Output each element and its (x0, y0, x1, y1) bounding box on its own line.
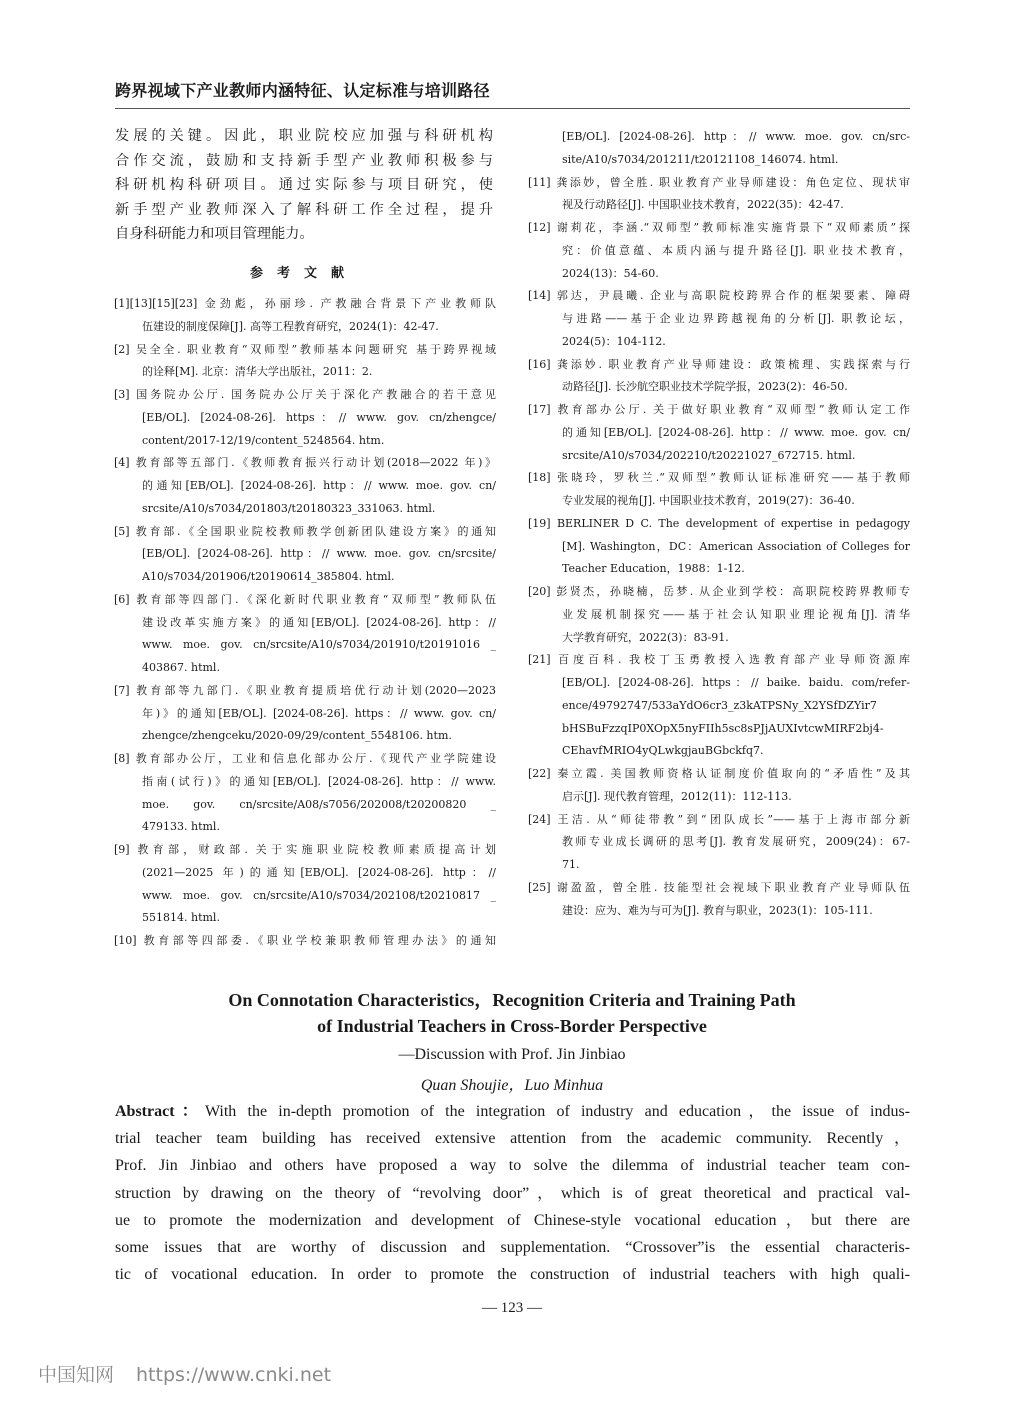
reference-entry (528, 467, 910, 513)
abstract-text: Prof. Jin Jinbiao and others have proposed a way to solve the dilemma of industrial teacher team con- (115, 1157, 910, 1175)
reference-line: 教师专业成长调研的思考[J]. 教育发展研究，2009(24)：67- (562, 835, 910, 849)
references-right-column (528, 126, 910, 922)
reference-line: 与进路——基于企业边界跨越视角的分析[J]. 职教论坛， (562, 312, 910, 325)
reference-line: [6] 教育部等四部门.《深化新时代职业教育“双师型”教师队伍 (114, 592, 496, 606)
watermark-url[interactable]: https://www.cnki.net (136, 1364, 332, 1386)
reference-line: [25] 谢盈盈，曾全胜. 技能型社会视域下职业教育产业导师队伍 (528, 880, 910, 894)
abstract-text: ue to promote the modernization and development of Chinese-style vocational education，but there are (115, 1211, 910, 1229)
abstract-text: With the in-depth promotion of the integration of industry and education，the issue of indus- (204, 1103, 911, 1120)
reference-line: 指南(试行)》的通知[EB/OL]. [2024-08-26]. http：// www. (142, 774, 496, 788)
paragraph-line: 新手型产业教师深入了解科研工作全过程，提升 (115, 201, 493, 218)
reference-entry (528, 399, 910, 467)
reference-entry (114, 293, 496, 339)
header-rule (115, 108, 910, 109)
reference-line: www. moe. gov. cn/srcsite/A10/s7034/201910/t20191016 _ (142, 638, 496, 652)
reference-line: 专业发展的视角[J]. 中国职业技术教育，2019(27)：36-40. (562, 494, 855, 507)
reference-entry (528, 172, 910, 218)
reference-line: 大学教育研究，2022(3)：83-91. (562, 630, 729, 644)
reference-line: [EB/OL]. [2024-08-26]. https：// www. gov. cn/zhengce/ (142, 410, 496, 424)
reference-line: 的通知[EB/OL]. [2024-08-26]. http：// www. moe. gov. cn/ (142, 479, 496, 492)
body-paragraph (115, 124, 493, 247)
reference-line: CEhavfMRIO4yQLwkgjauBGbckfq7. (562, 744, 764, 758)
reference-line: [8] 教育部办公厅，工业和信息化部办公厅.《现代产业学院建设 (114, 752, 496, 765)
reference-line: [16] 龚添妙. 职业教育产业导师建设：政策梳理、实践探索与行 (528, 357, 910, 371)
reference-line: 2024(5)：104-112. (562, 334, 666, 348)
reference-line: [2] 吴全全. 职业教育“双师型”教师基本问题研究 基于跨界视域 (114, 342, 496, 356)
reference-line: 动路径[J]. 长沙航空职业技术学院学报，2023(2)：46-50. (562, 380, 848, 394)
reference-line: ence/49792747/533aYdO6cr3_z3kATPSNy_X2YSfDZYir7 (562, 698, 877, 712)
reference-line: [14] 郭达，尹晨曦. 企业与高职院校跨界合作的框架要素、障碍 (528, 289, 910, 303)
page-number: — 123 — (482, 1300, 542, 1316)
reference-line: (2021—2025 年)的通知[EB/OL]. [2024-08-26]. http：// (142, 865, 496, 879)
reference-line: content/2017-12/19/content_5248564. htm. (142, 433, 385, 447)
abstract-text: some issues that are worthy of discussion and supplementation. “Crossover”is the essential characteris- (115, 1238, 910, 1256)
reference-line: 403867. html. (142, 661, 220, 674)
reference-line: 的通知[EB/OL]. [2024-08-26]. http：// www. moe. gov. cn/ (562, 425, 910, 439)
reference-entry (528, 354, 910, 400)
reference-line: [4] 教育部等五部门.《教师教育振兴行动计划(2018—2022 年)》 (114, 456, 496, 470)
reference-entry (114, 680, 496, 748)
reference-line: srcsite/A10/s7034/201803/t20180323_331063. html. (142, 501, 436, 515)
abstract-line (115, 1207, 910, 1234)
abstract-text: tic of vocational education. In order to promote the construction of industrial teachers with high quali- (115, 1266, 910, 1284)
abstract-label: Abstract： (115, 1103, 205, 1120)
reference-line: [22] 秦立霞. 美国教师资格认证制度价值取向的“矛盾性”及其 (528, 767, 910, 780)
reference-entry (528, 649, 910, 763)
reference-line: 2024(13)：54-60. (562, 266, 659, 280)
paragraph-line: 科研机构科研项目。通过实际参与项目研究，使 (115, 177, 493, 193)
english-title-line-2: of Industrial Teachers in Cross-Border Perspective (317, 1016, 707, 1036)
reference-line: [7] 教育部等九部门.《职业教育提质培优行动计划(2020—2023 (114, 683, 496, 697)
reference-entry (528, 877, 910, 923)
cnki-logo-text: 中国知网 (38, 1364, 115, 1386)
english-subtitle: —Discussion with Prof. Jin Jinbiao (398, 1046, 626, 1063)
english-title-line-1: On Connotation Characteristics，Recognition Criteria and Training Path (228, 990, 796, 1010)
abstract-line (115, 1152, 910, 1179)
reference-entry (114, 839, 496, 930)
running-header-title: 跨界视域下产业教师内涵特征、认定标准与培训路径 (115, 81, 490, 100)
reference-line: 建设：应为、难为与可为[J]. 教育与职业，2023(1)：105-111. (562, 903, 873, 917)
reference-line: [5] 教育部.《全国职业院校教师教学创新团队建设方案》的通知 (114, 524, 496, 538)
reference-line: zhengce/zhengceku/2020-09/29/content_5548106. htm. (142, 729, 452, 743)
abstract-line (115, 1180, 910, 1207)
reference-entry (528, 763, 910, 809)
reference-line: [17] 教育部办公厅. 关于做好职业教育“双师型”教师认定工作 (528, 403, 910, 416)
reference-entry (114, 384, 496, 452)
reference-line: [11] 龚添妙，曾全胜. 职业教育产业导师建设：角色定位、现状审 (528, 175, 910, 189)
reference-line: [EB/OL]. [2024-08-26]. http：// www. moe. gov. cn/src- (562, 130, 910, 143)
reference-line: [M]. Washington，DC：American Association of Colleges for (562, 539, 910, 553)
reference-line: Teacher Education，1988：1-12. (562, 562, 745, 576)
watermark (38, 1360, 353, 1387)
reference-line: 551814. html. (142, 911, 220, 925)
reference-line: [24] 王洁. 从“师徒带教”到“团队成长”——基于上海市部分新 (528, 812, 910, 826)
reference-line: www. moe. gov. cn/srcsite/A10/s7034/202108/t20210817 _ (142, 888, 496, 902)
reference-line: 究：价值意蕴、本质内涵与提升路径[J]. 职业技术教育， (562, 243, 910, 257)
reference-line: [9] 教育部，财政部. 关于实施职业院校教师素质提高计划 (114, 843, 496, 856)
reference-entry (114, 930, 496, 953)
reference-entry (528, 809, 910, 877)
reference-line: 建设改革实施方案》的通知[EB/OL]. [2024-08-26]. http：// (142, 615, 496, 629)
reference-entry (114, 748, 496, 839)
reference-entry (528, 581, 910, 649)
reference-line: [20] 彭贤杰，孙晓楠，岳梦. 从企业到学校：高职院校跨界教师专 (528, 585, 910, 598)
abstract-line (115, 1234, 910, 1261)
reference-line: [1][13][15][23] 金劲彪，孙丽珍. 产教融合背景下产业教师队 (114, 297, 496, 310)
reference-line: 伍建设的制度保障[J]. 高等工程教育研究，2024(1)：42-47. (142, 319, 439, 333)
english-authors: Quan Shoujie，Luo Minhua (420, 1077, 604, 1094)
reference-entry (528, 513, 910, 581)
abstract-text: struction by drawing on the theory of “revolving door”，which is of great theoretical and practical val- (115, 1184, 910, 1202)
reference-line: 71. (562, 858, 580, 871)
reference-entry (114, 521, 496, 589)
reference-line: A10/s7034/201906/t20190614_385804. html. (142, 570, 395, 583)
reference-line: 479133. html. (142, 820, 220, 834)
reference-line: [EB/OL]. [2024-08-26]. https：// baike. baidu. com/refer- (562, 676, 910, 689)
reference-entry (528, 126, 910, 172)
reference-entry (114, 452, 496, 520)
reference-entry (528, 285, 910, 353)
reference-line: 启示[J]. 现代教育管理，2012(11)：112-113. (562, 789, 792, 803)
reference-entry (114, 339, 496, 385)
reference-line: [EB/OL]. [2024-08-26]. http：// www. moe. gov. cn/srcsite/ (142, 547, 496, 561)
reference-line: 年)》的通知[EB/OL]. [2024-08-26]. https：// www. gov. cn/ (142, 706, 496, 720)
reference-line: 视及行动路径[J]. 中国职业技术教育，2022(35)：42-47. (562, 198, 844, 212)
references-left-column (114, 293, 496, 953)
abstract-line (115, 1125, 910, 1152)
reference-line: moe. gov. cn/srcsite/A08/s7056/202008/t20200820 _ (142, 797, 496, 811)
paragraph-line: 发展的关键。因此，职业院校应加强与科研机构 (115, 128, 493, 144)
reference-line: 业发展机制探究——基于社会认知职业理论视角[J]. 清华 (562, 607, 910, 621)
paragraph-line: 自身科研能力和项目管理能力。 (115, 226, 314, 242)
abstract-line (115, 1098, 910, 1125)
abstract-text: trial teacher team building has received extensive attention from the academic community. Recently， (115, 1130, 910, 1148)
reference-line: [3] 国务院办公厅. 国务院办公厅关于深化产教融合的若干意见 (114, 388, 496, 401)
reference-line: site/A10/s7034/201211/t20121108_146074. html. (562, 152, 839, 166)
reference-line: [19] BERLINER D C. The development of expertise in pedagogy (528, 516, 910, 530)
abstract-line (115, 1261, 910, 1288)
reference-line: 的诠释[M]. 北京：清华大学出版社，2011：2. (142, 365, 373, 379)
references-heading: 参考文献 (249, 266, 358, 281)
reference-line: srcsite/A10/s7034/202210/t20221027_672715. html. (562, 448, 856, 462)
reference-line: [21] 百度百科. 我校丁玉勇教授入选教育部产业导师资源库 (528, 653, 910, 667)
english-abstract (115, 1098, 910, 1288)
reference-entry (114, 589, 496, 680)
reference-line: [10] 教育部等四部委.《职业学校兼职教师管理办法》的通知 (114, 934, 496, 947)
reference-entry (528, 217, 910, 285)
reference-line: [18] 张晓玲，罗秋兰.“双师型”教师认证标准研究——基于教师 (528, 471, 910, 485)
reference-line: bHSBuFzzqIP0XOpX5nyFIIh5sc8sPJjAUXIvtcwMIRF2bj4- (562, 721, 884, 735)
paragraph-line: 合作交流，鼓励和支持新手型产业教师积极参与 (115, 152, 493, 169)
reference-line: [12] 谢莉花，李涵.“双师型”教师标准实施背景下“双师素质”探 (528, 221, 910, 234)
